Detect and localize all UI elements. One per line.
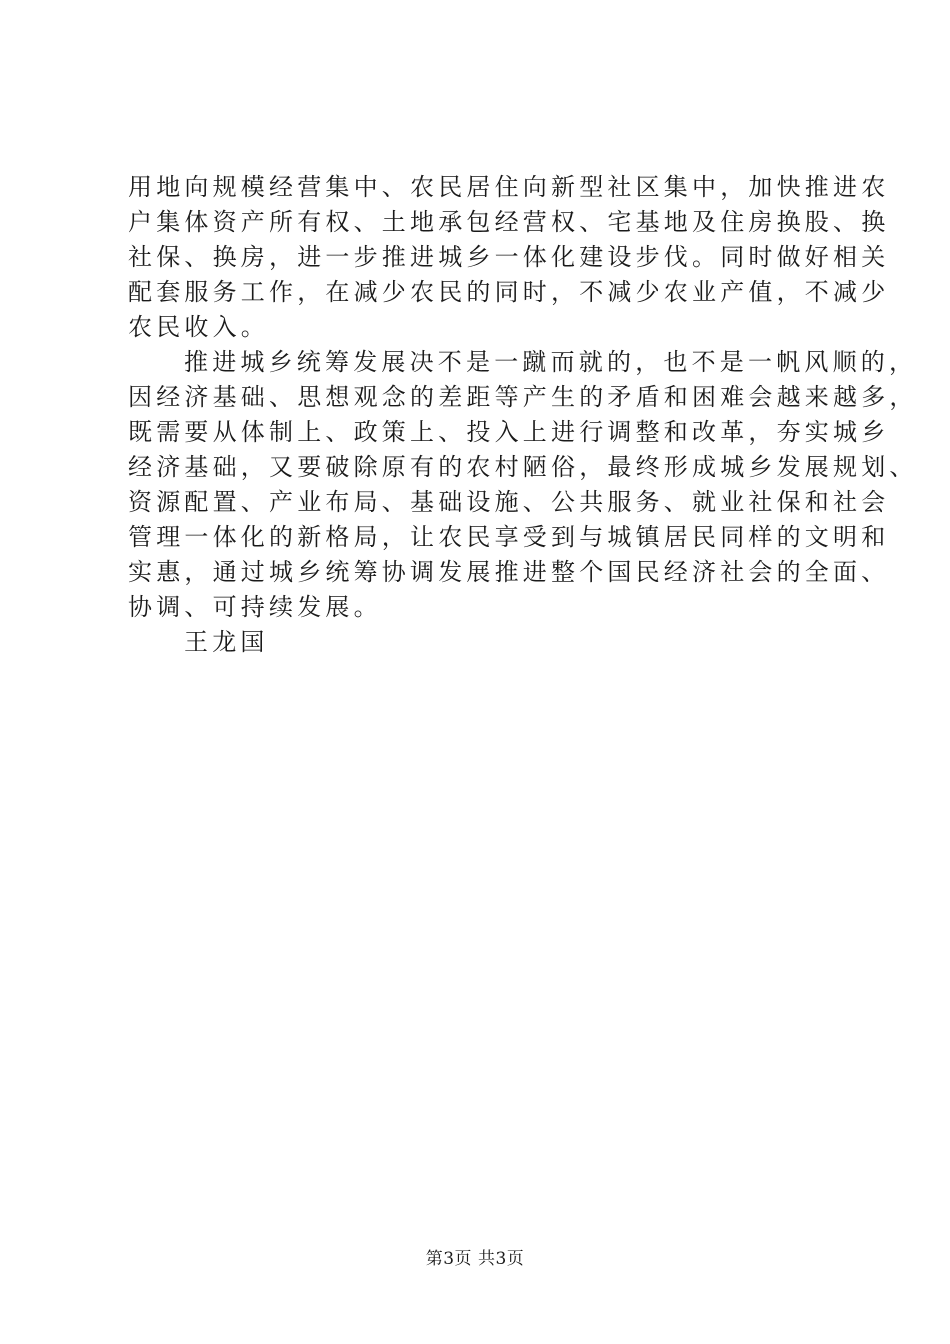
paragraph-line: 推进城乡统筹发展决不是一蹴而就的，也不是一帆风顺的， — [184, 348, 918, 376]
paragraph-line: 因经济基础、思想观念的差距等产生的矛盾和困难会越来越多， — [128, 383, 918, 411]
paragraph-line: 资源配置、产业布局、基础设施、公共服务、就业社保和社会 — [128, 488, 890, 516]
document-body — [128, 170, 918, 660]
paragraph-line: 管理一体化的新格局，让农民享受到与城镇居民同样的文明和 — [128, 523, 890, 551]
paragraph-line: 用地向规模经营集中、农民居住向新型社区集中，加快推进农 — [128, 173, 890, 201]
paragraph-line: 既需要从体制上、政策上、投入上进行调整和改革，夯实城乡 — [128, 418, 890, 446]
paragraph-line: 农民收入。 — [128, 313, 269, 341]
paragraph-line: 经济基础，又要破除原有的农村陋俗，最终形成城乡发展规划、 — [128, 453, 918, 481]
paragraph-line: 配套服务工作，在减少农民的同时，不减少农业产值，不减少 — [128, 278, 890, 306]
author-signature: 王龙国 — [184, 628, 269, 656]
paragraph-line: 实惠，通过城乡统筹协调发展推进整个国民经济社会的全面、 — [128, 558, 890, 586]
page-footer: 第3页 共3页 — [425, 1249, 525, 1269]
paragraph-line: 社保、换房，进一步推进城乡一体化建设步伐。同时做好相关 — [128, 243, 890, 271]
paragraph-line: 协调、可持续发展。 — [128, 593, 382, 621]
paragraph-line: 户集体资产所有权、土地承包经营权、宅基地及住房换股、换 — [128, 208, 890, 236]
